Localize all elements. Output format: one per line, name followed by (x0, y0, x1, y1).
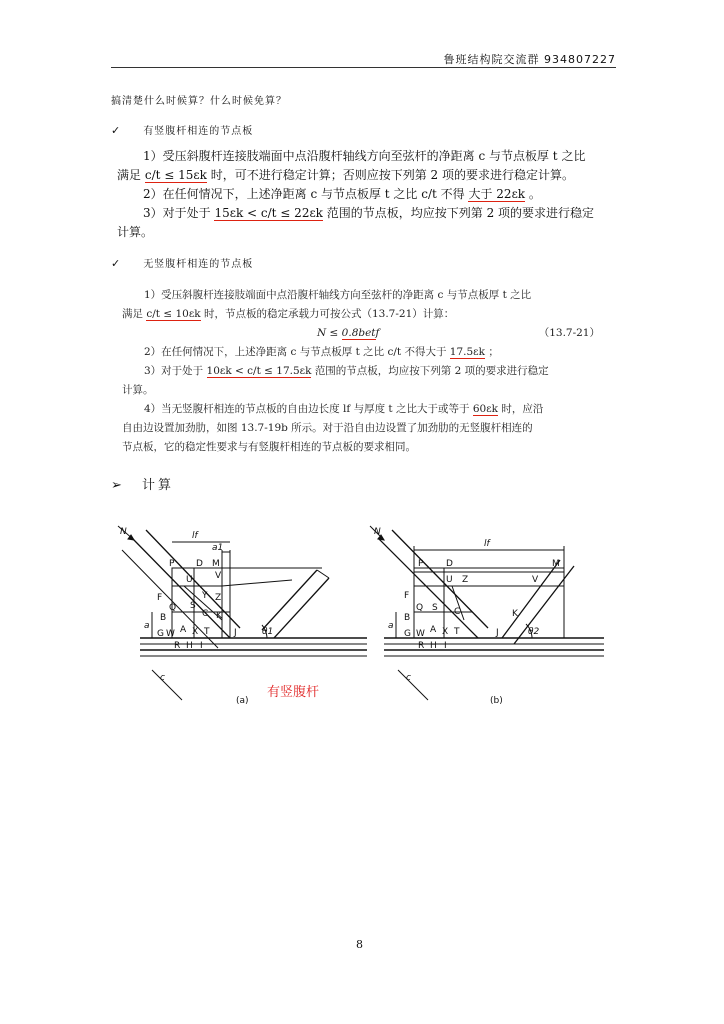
gusset-plate-figure (112, 520, 612, 715)
label-b-C: C (454, 607, 461, 617)
label-a-P: P (169, 559, 175, 569)
label-a-U: U (186, 575, 193, 585)
figure-a-drawing (118, 526, 367, 700)
label-b-lf: lf (484, 539, 490, 549)
snv-item2-post: ； (488, 346, 499, 358)
label-b-V: V (532, 575, 539, 585)
label-a-X: X (192, 627, 199, 637)
label-b-F: F (404, 591, 410, 601)
label-a-K: K (216, 611, 222, 621)
snv-item4-post: 时，应沿 (501, 403, 544, 415)
check-icon: ✓ (111, 257, 121, 270)
label-b-J: J (496, 628, 499, 638)
sv-item2-post: 。 (528, 187, 541, 201)
label-a-W: W (166, 629, 175, 639)
sv-item1-post: 时，可不进行稳定计算；否则应按下列第 2 项的要求进行稳定计算。 (210, 168, 574, 182)
sv-item2 (117, 185, 617, 204)
sv-item3-pre: 3）对于处于 (143, 206, 211, 220)
label-a-c: c (160, 673, 165, 683)
red-annotation: 有竖腹杆 (267, 685, 320, 700)
snv-item1-line1: 1）受压斜腹杆连接肢端面中点沿腹杆轴线方向至弦杆的净距离 c 与节点板厚 t 之比 (144, 289, 532, 301)
snv-item2 (122, 343, 592, 362)
snv-formula-number: （13.7-21） (538, 327, 600, 339)
label-b-T: T (454, 627, 460, 637)
label-a-A: A (180, 625, 187, 635)
sv-item3-line2: 计算。 (117, 225, 154, 239)
snv-formula-line (122, 324, 600, 343)
label-b-a: a (388, 621, 394, 631)
snv-item1-pre: 满足 (122, 308, 143, 320)
sv-item2-pre: 2）在任何情况下，上述净距离 c 与节点板厚 t 之比 c/t 不得 (143, 187, 465, 201)
label-a-lf: lf (192, 531, 198, 541)
label-a-a1: a1 (212, 543, 224, 553)
label-b-W: W (416, 629, 425, 639)
label-b-P: P (418, 559, 424, 569)
snv-item4-pre: 4）当无竖腹杆相连的节点板的自由边长度 lf 与厚度 t 之比大于或等于 (144, 403, 470, 415)
label-b-K: K (512, 609, 518, 619)
label-a-T: T (204, 627, 210, 637)
snv-item3-pre: 3）对于处于 (144, 365, 204, 377)
snv-formula (317, 324, 379, 343)
label-b-M: M (552, 559, 560, 569)
label-a-V: V (215, 571, 222, 581)
label-a-B: B (160, 613, 167, 623)
sv-item1-line2 (117, 166, 617, 185)
calc-heading (111, 474, 174, 493)
label-b-G: G (404, 629, 411, 639)
snv-item3-line1 (122, 362, 592, 381)
label-a-H: H (186, 641, 193, 651)
label-b-B: B (404, 613, 411, 623)
section-novertical-body (122, 286, 600, 457)
snv-item4-limit: 60εk (472, 403, 499, 415)
figure-a-labels (120, 527, 319, 706)
snv-item4-line3: 节点板，它的稳定性要求与有竖腹杆相连的节点板的要求相同。 (122, 441, 416, 453)
question-line: 搞清楚什么时候算？什么时候免算？ (111, 96, 287, 107)
snv-item1-post: 时，节点板的稳定承载力可按公式（13.7-21）计算： (203, 308, 455, 320)
sv-item3-line1 (117, 204, 617, 223)
header-rule (111, 67, 616, 68)
page-number: 8 (356, 938, 363, 951)
snv-item1-line2 (122, 305, 592, 324)
snv-item3-line2: 计算。 (122, 384, 154, 396)
label-a-Z: Z (215, 593, 222, 603)
calc-heading-text: 计算 (142, 478, 175, 493)
sv-item1-line1: 1）受压斜腹杆连接肢端面中点沿腹杆轴线方向至弦杆的净距离 c 与节点板厚 t 之比 (143, 149, 586, 163)
snv-item2-pre: 2）在任何情况下，上述净距离 c 与节点板厚 t 之比 c/t 不得大于 (144, 346, 447, 358)
label-a-C: C (202, 609, 209, 619)
label-b-Q: Q (416, 603, 424, 613)
label-a-Q: Q (169, 603, 177, 613)
section-novertical-heading (111, 252, 253, 271)
figure-b-labels (374, 527, 560, 706)
label-b-H: H (430, 641, 437, 651)
label-a-G: G (157, 629, 164, 639)
arrow-bullet-icon: ➢ (111, 478, 125, 493)
label-a-D: D (196, 559, 203, 569)
snv-formula-term: 0.8bet (341, 327, 376, 339)
label-b-c: c (406, 673, 411, 683)
label-a-a: a (144, 621, 150, 631)
label-b-D: D (446, 559, 453, 569)
snv-item1-criterion: c/t ≤ 10εk (146, 308, 201, 320)
label-b-X: X (442, 627, 449, 637)
section-novertical-title: 无竖腹杆相连的节点板 (143, 259, 254, 270)
section-vertical-heading (111, 119, 253, 138)
label-b-S: S (432, 603, 438, 613)
label-b-A: A (430, 625, 437, 635)
snv-item3-range: 10εk < c/t ≤ 17.5εk (206, 365, 312, 377)
caption-b: (b) (490, 696, 503, 706)
check-icon: ✓ (111, 124, 121, 137)
label-a-theta: θ1 (262, 627, 274, 637)
sv-item2-limit: 大于 22εk (468, 187, 526, 201)
label-a-M: M (212, 559, 220, 569)
snv-formula-pre: N ≤ (317, 327, 339, 339)
label-a-I: I (200, 641, 203, 651)
label-a-J: J (234, 628, 237, 638)
label-a-N: N (120, 527, 127, 537)
snv-item4-line2: 自由边设置加劲肋，如图 13.7-19b 所示。对于沿自由边设置了加劲肋的无竖腹杆相连的 (122, 422, 533, 434)
label-a-Y: Y (202, 591, 208, 601)
sv-item1-criterion: c/t ≤ 15εk (144, 168, 207, 182)
snv-item2-limit: 17.5εk (449, 346, 485, 358)
section-vertical-body (117, 147, 617, 242)
sv-item3-range: 15εk < c/t ≤ 22εk (214, 206, 323, 220)
snv-item3-post: 范围的节点板，均应按下列第 2 项的要求进行稳定 (314, 365, 549, 377)
section-vertical-title: 有竖腹杆相连的节点板 (143, 126, 254, 137)
label-b-U: U (446, 575, 453, 585)
label-b-theta: θ2 (528, 627, 540, 637)
label-b-I: I (444, 641, 447, 651)
label-b-N: N (374, 527, 381, 537)
snv-item4-line1 (122, 400, 592, 419)
sv-item1-pre: 满足 (117, 168, 142, 182)
label-a-F: F (157, 593, 163, 603)
label-a-R: R (174, 641, 181, 651)
caption-a: (a) (236, 696, 249, 706)
page-header: 鲁班结构院交流群 934807227 (443, 53, 616, 66)
label-b-Z: Z (462, 575, 469, 585)
label-b-R: R (418, 641, 425, 651)
label-a-S: S (190, 601, 196, 611)
sv-item3-post: 范围的节点板，均应按下列第 2 项的要求进行稳定 (326, 206, 595, 220)
snv-formula-post: f (375, 327, 380, 339)
